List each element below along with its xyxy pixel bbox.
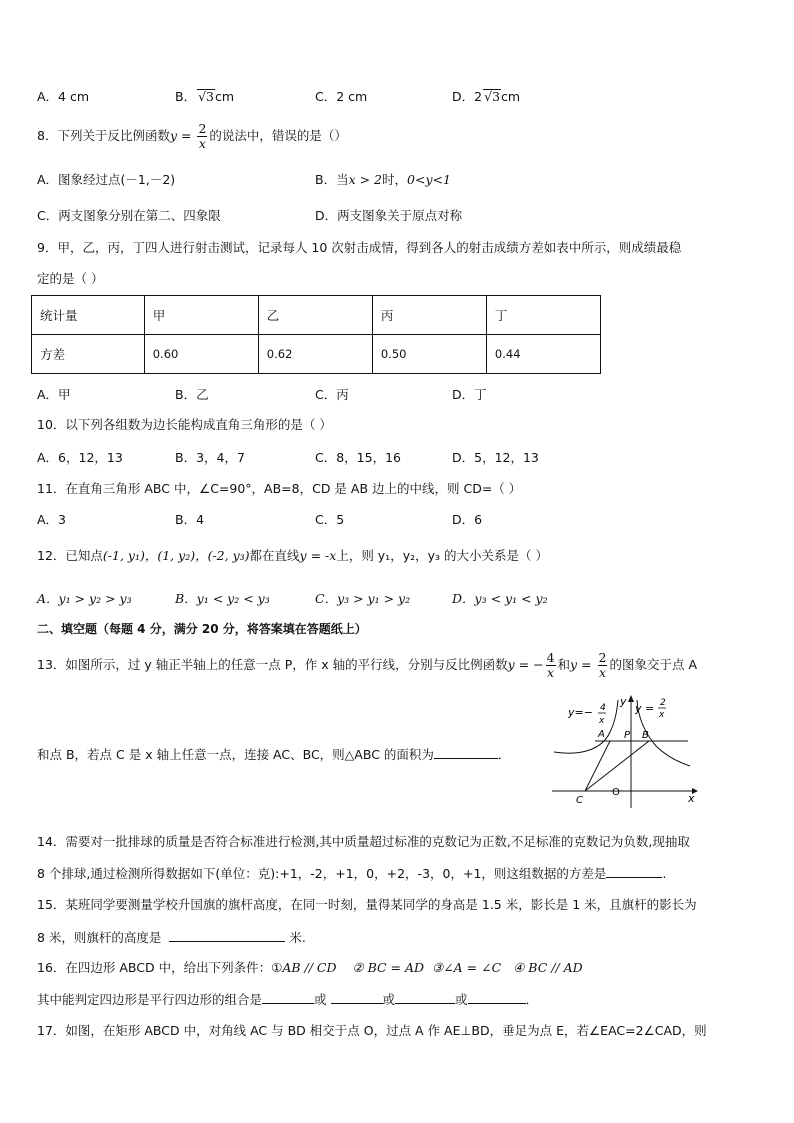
q8-option-c: C．两支图象分别在第二、四象限	[37, 208, 221, 223]
q10-option-d: D．5，12，13	[452, 450, 539, 465]
q9-option-d: D．丁	[452, 387, 487, 402]
q10-option-c: C．8，15，16	[315, 450, 401, 465]
q15-question-line2: 8 米，则旗杆的高度是 米.	[37, 930, 306, 945]
q16-question-line2: 其中能判定四边形是平行四边形的组合是 或 或 或 ．	[37, 992, 539, 1007]
variance-table	[31, 295, 601, 374]
q11-question: 11．在直角三角形 ABC 中，∠C=90°，AB=8，CD 是 AB 边上的中线，则 CD=（ ）	[37, 481, 522, 496]
table-cell: 乙	[258, 296, 372, 335]
answer-blank[interactable]	[468, 990, 526, 1004]
table-cell: 0.62	[258, 335, 372, 374]
table-row	[32, 335, 601, 374]
label-f1: y=−	[568, 706, 593, 719]
q13-question-line2: 和点 B，若点 C 是 x 轴上任意一点，连接 AC、BC，则△ABC 的面积为 ．	[37, 747, 511, 762]
table-cell: 丁	[486, 296, 600, 335]
table-header-row	[32, 296, 601, 335]
fraction: $\frac{4}{x}$	[546, 650, 555, 680]
answer-blank[interactable]	[606, 864, 662, 878]
q10-option-b: B．3，4，7	[175, 450, 245, 465]
label-f1-den: x	[599, 716, 605, 726]
q10-question: 10．以下列各组数为边长能构成直角三角形的是（ ）	[37, 417, 332, 432]
q7-option-a: A．4 cm	[37, 89, 90, 104]
q7-option-b: B． √3cm	[175, 89, 235, 104]
table-cell: 甲	[144, 296, 258, 335]
fraction: $\frac{2}{x}$	[598, 650, 607, 680]
answer-blank[interactable]	[395, 990, 455, 1004]
q15-question-line1: 15．某班同学要测量学校升国旗的旗杆高度，在同一时刻，量得某同学的身高是 1.5 米，影长是 1 米，且旗杆的影长为	[37, 897, 697, 912]
segment-ac	[585, 741, 610, 791]
q11-option-d: D．6	[452, 512, 483, 527]
label-point-c: C	[576, 795, 583, 806]
label-point-b: B	[642, 730, 649, 741]
label-y-axis: y	[620, 695, 627, 708]
q14-question-line2: 8 个排球,通过检测所得数据如下(单位：克):+1，-2，+1，0，+2，-3，0，+1，则这组数据的方差是 .	[37, 866, 667, 881]
q16-question-line1: 16．在四边形 ABCD 中，给出下列条件：①AB // CD ② BC = AD ③∠A = ∠C ④ BC // AD	[37, 960, 583, 975]
q9-option-a: A．甲	[37, 387, 71, 402]
table-cell: 统计量	[32, 296, 145, 335]
q7-option-c: C．2 cm	[315, 89, 368, 104]
q11-option-a: A．3	[37, 512, 67, 527]
answer-blank[interactable]	[331, 990, 383, 1004]
label-point-a: A	[598, 729, 605, 740]
label-f2: y =	[635, 702, 655, 715]
y-axis-arrow	[628, 695, 634, 702]
q9-question-line2: 定的是（ ）	[37, 271, 104, 286]
table-cell: 0.50	[372, 335, 486, 374]
q8-option-d: D．两支图象关于原点对称	[315, 208, 463, 223]
label-x-axis: x	[688, 792, 695, 805]
q12-option-a: A．y₁ > y₂ > y₃	[37, 591, 132, 606]
label-origin: O	[612, 787, 620, 798]
table-cell: 方差	[32, 335, 145, 374]
section-title: 二、填空题（每题 4 分，满分 20 分，将答案填在答题纸上）	[37, 622, 367, 636]
q10-option-a: A．6，12，13	[37, 450, 123, 465]
q9-option-c: C．丙	[315, 387, 349, 402]
q13-question-line1: 13．如图所示，过 y 轴正半轴上的任意一点 P，作 x 轴的平行线，分别与反比例函数y = − $\frac{4}{x}$ 和y = $\frac{2}{x}$ 的图象交于点 A	[37, 650, 698, 680]
q12-option-d: D．y₃ < y₁ < y₂	[452, 591, 548, 606]
label-point-p: P	[624, 730, 631, 741]
hyperbola-figure	[540, 688, 710, 810]
q11-option-b: B．4	[175, 512, 205, 527]
q12-option-b: B．y₁ < y₂ < y₃	[175, 591, 270, 606]
table-cell: 丙	[372, 296, 486, 335]
sqrt-symbol: √3	[198, 89, 214, 104]
segment-bc	[585, 741, 649, 791]
label-f2-den: x	[659, 710, 665, 720]
q9-question-line1: 9．甲，乙，丙，丁四人进行射击测试，记录每人 10 次射击成情，得到各人的射击成绩方差如表中所示，则成绩最稳	[37, 240, 682, 255]
q12-question: 12．已知点(-1, y₁)，(1, y₂)，(-2, y₃)都在直线y = -x上，则 y₁，y₂，y₃ 的大小关系是（ ）	[37, 548, 548, 563]
label-f2-num: 2	[660, 698, 666, 708]
answer-blank[interactable]	[434, 745, 498, 759]
q14-question-line1: 14．需要对一批排球的质量是否符合标准进行检测,其中质量超过标准的克数记为正数,不足标准的克数记为负数,现抽取	[37, 834, 690, 849]
fraction: $\frac{2}{x}$	[198, 121, 207, 151]
q7-option-d: D．2 √3cm	[452, 89, 521, 104]
q12-option-c: C．y₃ > y₁ > y₂	[315, 591, 411, 606]
label-f1-num: 4	[600, 703, 606, 713]
table-cell: 0.44	[486, 335, 600, 374]
answer-blank[interactable]	[169, 928, 285, 942]
q17-question: 17．如图，在矩形 ABCD 中，对角线 AC 与 BD 相交于点 O，过点 A 作 AE⊥BD，垂足为点 E，若∠EAC=2∠CAD，则	[37, 1023, 707, 1038]
sqrt-symbol: √3	[484, 89, 501, 104]
q8-option-b: B．当x > 2时，0<y<1	[315, 172, 451, 187]
q11-option-c: C．5	[315, 512, 345, 527]
q9-option-b: B．乙	[175, 387, 209, 402]
q8-question: 8．下列关于反比例函数y = $\frac{2}{x}$ 的说法中，错误的是（）	[37, 121, 347, 151]
table-cell: 0.60	[144, 335, 258, 374]
answer-blank[interactable]	[262, 990, 314, 1004]
q8-option-a: A．图象经过点(－1,－2)	[37, 172, 176, 187]
